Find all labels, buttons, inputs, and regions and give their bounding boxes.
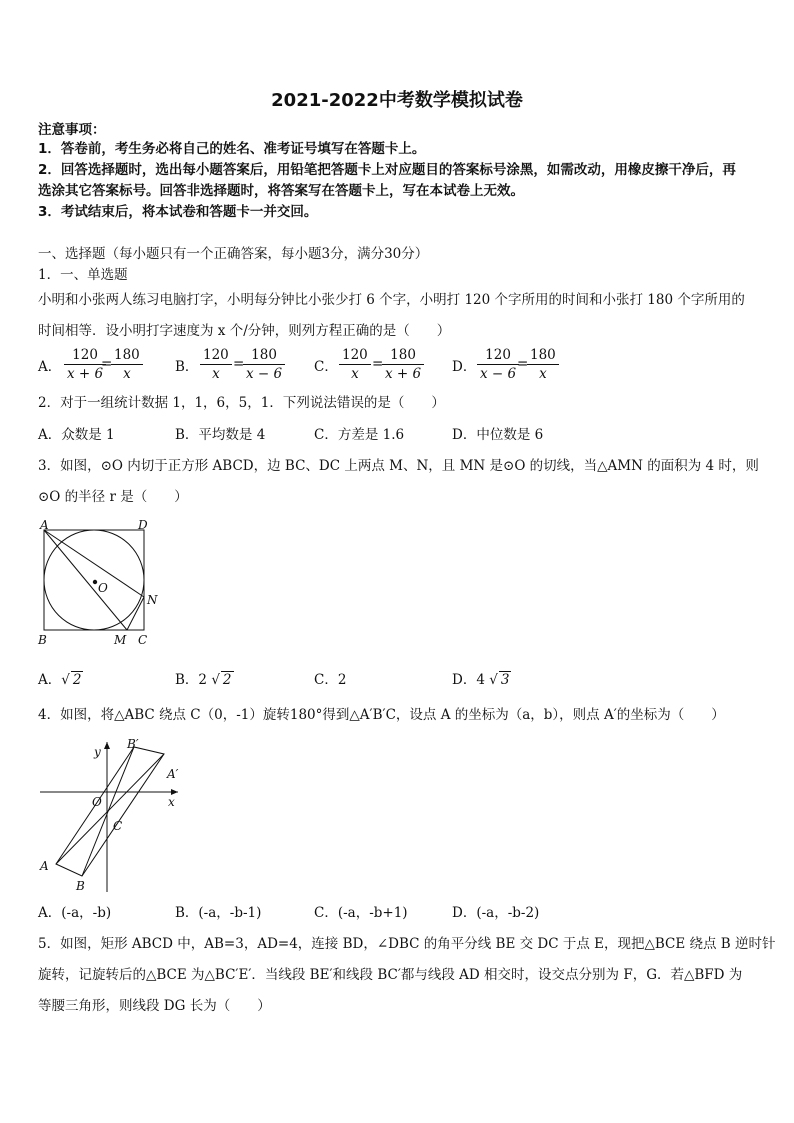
label-a: A: [40, 859, 49, 873]
notice-item-1: 1．答卷前，考生务必将自己的姓名、准考证号填写在答题卡上。: [38, 141, 426, 157]
coefficient: 2: [337, 672, 347, 688]
q4-option-b: B．(-a，-b-1): [175, 905, 262, 921]
radicand: 2: [222, 672, 232, 688]
q3-figure: [34, 516, 164, 650]
inscribed-circle: [44, 530, 144, 630]
segment-am: [44, 530, 127, 630]
q1-option-b-label: B．: [175, 359, 199, 375]
label-a-prime: A′: [167, 767, 179, 781]
segment-b-b-prime: [82, 747, 134, 876]
fraction-numerator: 180: [527, 346, 559, 365]
fraction-denominator: x: [351, 366, 359, 382]
fraction-numerator: 180: [382, 346, 424, 365]
equals-sign: =: [233, 356, 245, 372]
q1-option-d-left-fraction: [477, 346, 519, 383]
label-x: x: [168, 795, 175, 809]
radical-sign: √: [489, 672, 498, 688]
q1-option-c-left-fraction: [339, 346, 371, 383]
fraction-denominator: x − 6: [246, 366, 283, 382]
square-abcd: [44, 530, 144, 630]
fraction-denominator: x + 6: [67, 366, 104, 382]
fraction-numerator: 180: [111, 346, 143, 365]
label-a: A: [40, 518, 49, 532]
q3-option-b: [175, 670, 234, 690]
equals-sign: =: [372, 356, 384, 372]
coefficient: 2: [198, 672, 208, 688]
radical-sign: √: [61, 672, 70, 688]
label-n: N: [147, 593, 158, 607]
exam-title: 2021-2022中考数学模拟试卷: [271, 90, 523, 111]
radicand: 3: [500, 672, 510, 688]
q4-option-c: C．(-a，-b+1): [314, 905, 408, 921]
q4-text: 4．如图，将△ABC 绕点 C（0，-1）旋转180°得到△A′B′C，设点 A 的坐标为（a，b），则点 A′的坐标为（ ）: [38, 707, 725, 723]
q5-text-line1: 5．如图，矩形 ABCD 中，AB=3，AD=4，连接 BD，∠DBC 的角平分线 BE 交 DC 于点 E，现把△BCE 绕点 B 逆时针: [38, 936, 776, 952]
fraction-numerator: 120: [200, 346, 232, 365]
segment-a-a-prime: [56, 754, 164, 864]
fraction-denominator: x: [539, 366, 547, 382]
q1-text-line1: 小明和小张两人练习电脑打字，小明每分钟比小张少打 6 个字，小明打 120 个字所用的时间和小张打 180 个字所用的: [38, 292, 745, 308]
q2-option-a: A．众数是 1: [38, 427, 115, 443]
fraction-numerator: 120: [339, 346, 371, 365]
radical-sign: √: [211, 672, 220, 688]
label-b: B: [76, 879, 85, 893]
label-y: y: [94, 745, 101, 759]
notice-item-3: 3．考试结束后，将本试卷和答题卡一并交回。: [38, 204, 318, 220]
equals-sign: =: [101, 356, 113, 372]
q1-option-d-label: D．: [452, 359, 477, 375]
fraction-denominator: x + 6: [385, 366, 422, 382]
q3-text-line1: 3．如图，⊙O 内切于正方形 ABCD，边 BC、DC 上两点 M、N，且 MN 是⊙O 的切线，当△AMN 的面积为 4 时，则: [38, 458, 759, 474]
q1-option-c-label: C．: [314, 359, 338, 375]
fraction-denominator: x: [212, 366, 220, 382]
option-label: B．: [175, 672, 199, 688]
option-label: D．: [452, 672, 477, 688]
q3-option-c: [314, 670, 346, 690]
q2-option-c: C．方差是 1.6: [314, 427, 405, 443]
q1-option-d-right-fraction: [527, 346, 559, 383]
segment-an: [44, 530, 144, 597]
fraction-numerator: 120: [64, 346, 106, 365]
q1-option-a-left-fraction: [64, 346, 106, 383]
option-label: A．: [38, 672, 62, 688]
fraction-numerator: 180: [243, 346, 285, 365]
q3-text-line2: ⊙O 的半径 r 是（ ）: [38, 489, 188, 505]
fraction-denominator: x: [123, 366, 131, 382]
label-d: D: [138, 518, 148, 532]
notice-item-2: 2．回答选择题时，选出每小题答案后，用铅笔把答题卡上对应题目的答案标号涂黑，如需改动，用橡皮擦干净后，再: [38, 162, 736, 178]
q1-subheading: 1．一、单选题: [38, 267, 128, 283]
option-label: C．: [314, 672, 338, 688]
label-m: M: [114, 633, 127, 647]
label-b: B: [38, 633, 47, 647]
label-o: O: [98, 581, 108, 595]
q1-option-b-left-fraction: [200, 346, 232, 383]
label-origin: O: [92, 795, 102, 809]
q3-option-a: [38, 670, 83, 690]
notice-heading: 注意事项：: [38, 122, 106, 138]
label-c: C: [138, 633, 148, 647]
triangles-abc-a-b-c: [56, 747, 164, 876]
q1-text-line2: 时间相等．设小明打字速度为 x 个/分钟，则列方程正确的是（ ）: [38, 323, 451, 339]
q2-text: 2．对于一组统计数据 1，1，6，5，1．下列说法错误的是（ ）: [38, 395, 445, 411]
section-heading: 一、选择题（每小题只有一个正确答案，每小题3分，满分30分）: [38, 246, 429, 262]
fraction-numerator: 120: [477, 346, 519, 365]
q4-option-d: D．(-a，-b-2): [452, 905, 540, 921]
q5-text-line3: 等腰三角形，则线段 DG 长为（ ）: [38, 998, 271, 1014]
equals-sign: =: [517, 356, 529, 372]
q3-option-d: [452, 670, 511, 690]
center-point: [93, 580, 97, 584]
label-b-prime: B′: [127, 737, 139, 751]
q1-option-a-label: A．: [38, 359, 62, 375]
q1-option-c-right-fraction: [382, 346, 424, 383]
q4-option-a: A．(-a，-b): [38, 905, 112, 921]
label-c: C: [113, 819, 123, 833]
q2-option-b: B．平均数是 4: [175, 427, 266, 443]
radicand: 2: [72, 672, 82, 688]
y-axis-arrow: [104, 742, 110, 749]
coefficient: 4: [476, 672, 485, 688]
q1-option-b-right-fraction: [243, 346, 285, 383]
q2-option-d: D．中位数是 6: [452, 427, 544, 443]
q1-option-a-right-fraction: [111, 346, 143, 383]
notice-item-2-cont: 选涂其它答案标号。回答非选择题时，将答案写在答题卡上，写在本试卷上无效。: [38, 183, 524, 199]
segment-mn: [127, 597, 144, 630]
q4-figure: [34, 734, 184, 894]
q5-text-line2: 旋转，记旋转后的△BCE 为△BC′E′．当线段 BE′和线段 BC′都与线段 AD 相交时，设交点分别为 F，G．若△BFD 为: [38, 967, 743, 983]
fraction-denominator: x − 6: [480, 366, 517, 382]
